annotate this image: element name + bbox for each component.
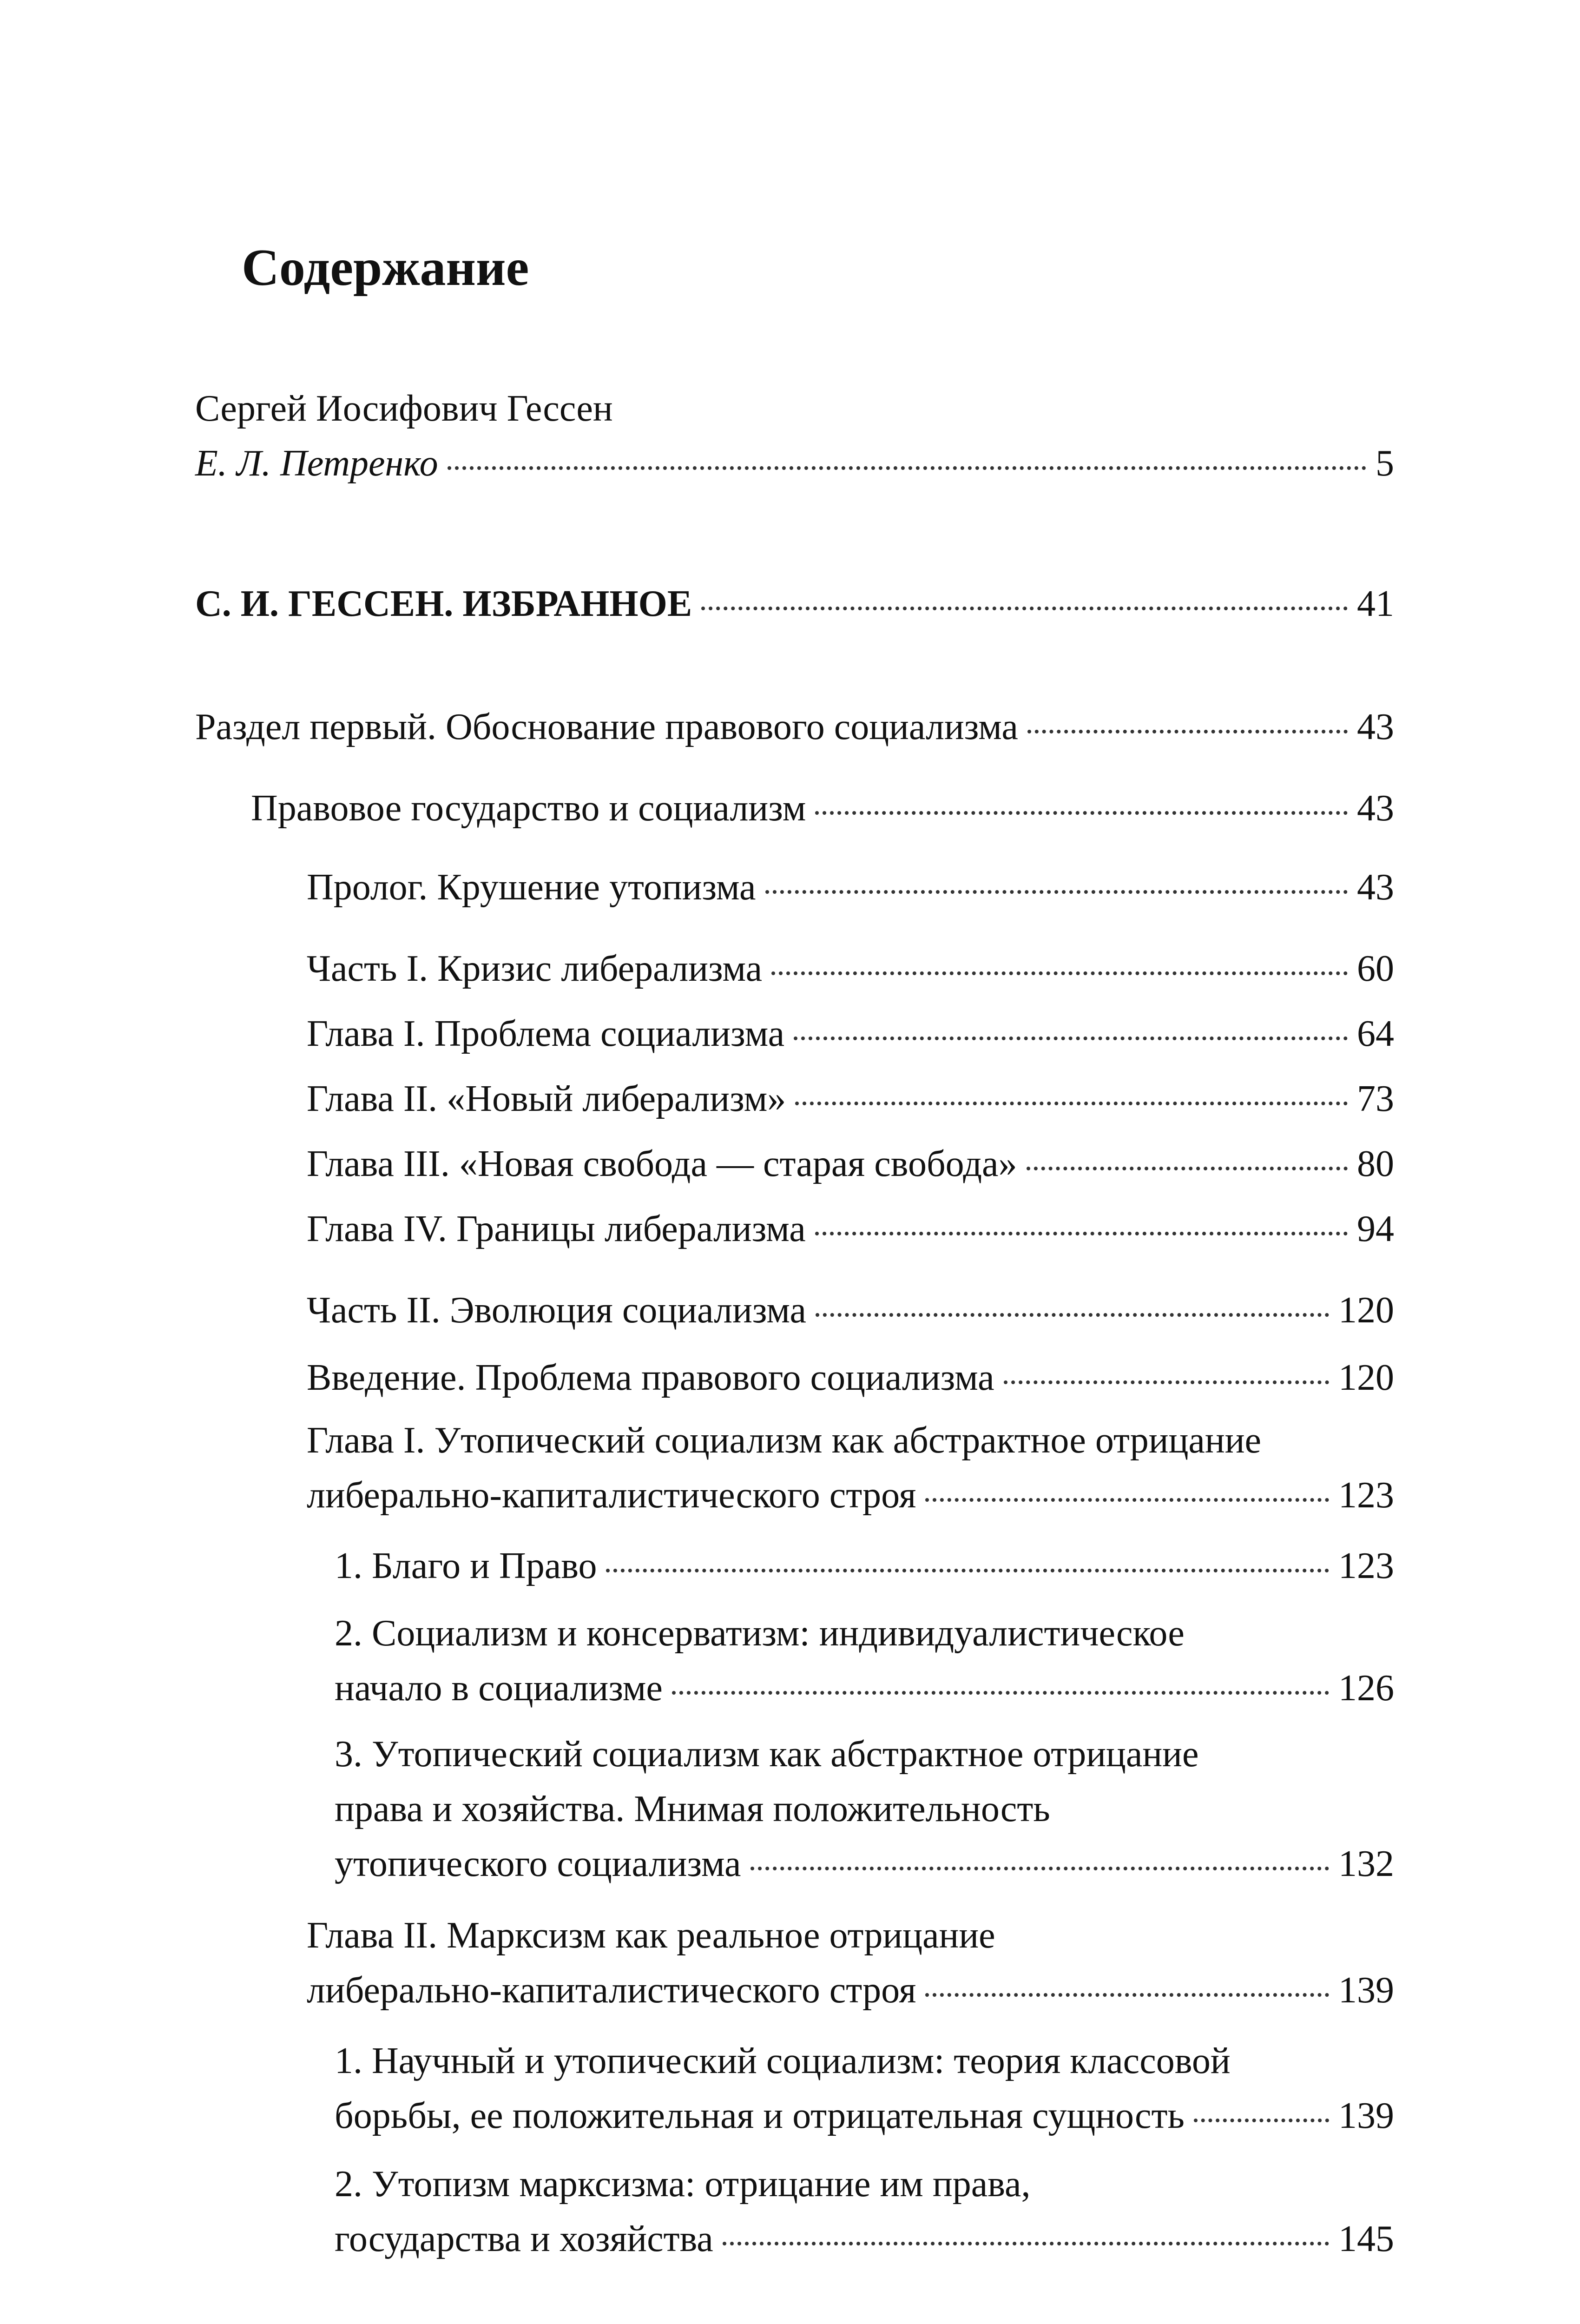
toc-page-number: 80 [1357, 1143, 1394, 1184]
toc-page-number: 139 [1338, 1970, 1394, 2011]
toc-entry-subsection [335, 1727, 1394, 1891]
dot-leader [1194, 2119, 1329, 2122]
dot-leader [795, 1102, 1348, 1105]
dot-leader [750, 1867, 1329, 1870]
toc-entry-author: Е. Л. Петренко [195, 443, 438, 484]
toc-entry-title: Часть I. Кризис либерализма [307, 948, 763, 989]
toc-page-number: 139 [1338, 2095, 1394, 2136]
toc-entry-selected-works [195, 576, 1394, 631]
dot-leader [925, 1498, 1329, 1502]
toc-entry-subsection [335, 2034, 1394, 2143]
toc-page-number: 120 [1338, 1357, 1394, 1398]
dot-leader [816, 1313, 1329, 1317]
toc-entry-chapter [307, 1136, 1394, 1191]
toc-entry-subsection [335, 2157, 1394, 2266]
toc-page-number: 123 [1338, 1475, 1394, 1516]
toc-entry-section-one [195, 700, 1394, 754]
toc-entry-title: 1. Научный и утопический социализм: теория классовой [335, 2040, 1231, 2081]
dot-leader [794, 1037, 1348, 1040]
toc-entry-title: Глава III. «Новая свобода — старая свобода» [307, 1143, 1017, 1184]
toc-entry-part-two [307, 1283, 1394, 1338]
contents-heading: Содержание [242, 239, 529, 297]
toc-entry-title-continued: либерально-капиталистического строя [307, 1970, 916, 2011]
toc-entry-introduction [307, 1350, 1394, 1405]
toc-entry-title: Сергей Иосифович Гессен [195, 388, 613, 429]
toc-entry-prologue [307, 860, 1394, 915]
toc-entry-title: Глава II. Марксизм как реальное отрицание [307, 1915, 995, 1956]
dot-leader [448, 466, 1366, 470]
toc-entry-title: 2. Утопизм марксизма: отрицание им права, [335, 2164, 1031, 2205]
toc-entry-title-continued: государства и хозяйства [335, 2218, 713, 2259]
toc-page-number: 60 [1357, 948, 1394, 989]
toc-entry-work [251, 781, 1394, 836]
toc-page-number: 43 [1357, 788, 1394, 829]
dot-leader [1004, 1380, 1329, 1384]
toc-page-number: 123 [1338, 1545, 1394, 1586]
toc-page-number: 145 [1338, 2218, 1394, 2259]
toc-entry-title: 3. Утопический социализм как абстрактное отрицание [335, 1734, 1199, 1775]
dot-leader [925, 1993, 1329, 1997]
toc-page-number: 132 [1338, 1843, 1394, 1884]
toc-entry-title: Раздел первый. Обоснование правового социализма [195, 706, 1018, 747]
toc-page-number: 41 [1357, 583, 1394, 624]
toc-page-number: 64 [1357, 1013, 1394, 1054]
toc-entry-title: Часть II. Эволюция социализма [307, 1290, 806, 1331]
toc-entry-chapter [307, 1908, 1394, 2018]
toc-page-number: 43 [1357, 706, 1394, 747]
toc-page-number: 43 [1357, 867, 1394, 908]
toc-entry-title: Введение. Проблема правового социализма [307, 1357, 994, 1398]
toc-page-number: 94 [1357, 1208, 1394, 1249]
toc-entry-chapter [307, 1071, 1394, 1126]
toc-entry-title: Глава II. «Новый либерализм» [307, 1078, 786, 1119]
toc-entry-preface [195, 381, 1394, 491]
toc-page-number: 126 [1338, 1668, 1394, 1709]
toc-entry-title: Пролог. Крушение утопизма [307, 867, 756, 908]
dot-leader [815, 1232, 1348, 1235]
toc-entry-title: 1. Благо и Право [335, 1545, 597, 1586]
toc-entry-title-continued: утопического социализма [335, 1843, 741, 1884]
toc-entry-title-continued: начало в социализме [335, 1668, 663, 1709]
dot-leader [1027, 730, 1348, 733]
dot-leader [701, 607, 1348, 610]
toc-page-number: 73 [1357, 1078, 1394, 1119]
dot-leader [815, 811, 1348, 815]
toc-page-number: 5 [1376, 443, 1394, 484]
toc-entry-chapter [307, 1006, 1394, 1061]
toc-entry-chapter [307, 1413, 1394, 1523]
toc-entry-subsection [335, 1606, 1394, 1716]
toc-entry-title-continued: борьбы, ее положительная и отрицательная сущность [335, 2095, 1185, 2136]
toc-entry-title-continued: права и хозяйства. Мнимая положительность [335, 1789, 1050, 1829]
dot-leader [765, 890, 1348, 894]
toc-entry-title-continued: либерально-капиталистического строя [307, 1475, 916, 1516]
toc-entry-title: 2. Социализм и консерватизм: индивидуалистическое [335, 1613, 1185, 1654]
dot-leader [771, 971, 1348, 975]
toc-entry-title: Глава IV. Границы либерализма [307, 1208, 806, 1249]
dot-leader [606, 1569, 1329, 1572]
toc-entry-subsection [335, 1538, 1394, 1593]
toc-entry-title: С. И. ГЕССЕН. ИЗБРАННОЕ [195, 583, 692, 624]
dot-leader [1027, 1167, 1348, 1170]
toc-entry-title: Глава I. Утопический социализм как абстрактное отрицание [307, 1420, 1262, 1461]
toc-page-number: 120 [1338, 1290, 1394, 1331]
toc-entry-chapter [307, 1202, 1394, 1256]
dot-leader [723, 2242, 1329, 2245]
dot-leader [672, 1691, 1329, 1695]
toc-entry-title: Правовое государство и социализм [251, 788, 806, 829]
toc-entry-title: Глава I. Проблема социализма [307, 1013, 785, 1054]
toc-entry-part-one [307, 941, 1394, 996]
